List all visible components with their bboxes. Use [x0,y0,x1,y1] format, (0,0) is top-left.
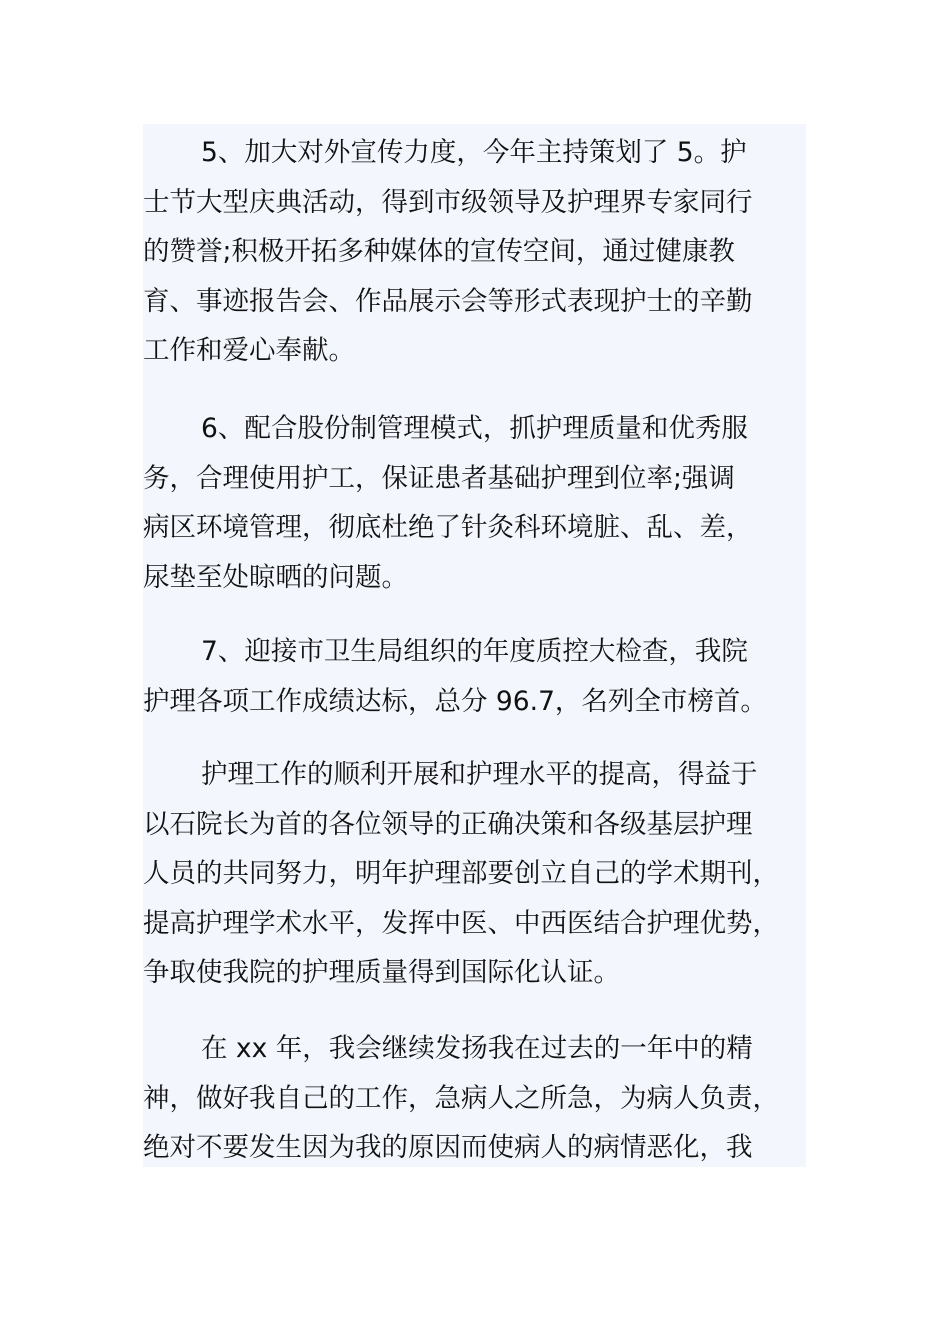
text-line: 提高护理学术水平，发挥中医、中西医结合护理优势， [143,907,779,939]
text-line: 护理各项工作成绩达标，总分 96.7，名列全市榜首。 [143,685,767,717]
text-line: 以石院长为首的各位领导的正确决策和各级基层护理 [143,808,753,840]
text-line: 尿垫至处晾晒的问题。 [143,561,408,593]
text-line: 务，合理使用护工，保证患者基础护理到位率;强调 [143,462,735,494]
text-line: 士节大型庆典活动，得到市级领导及护理界专家同行 [143,186,753,218]
paragraph-publicity [143,128,806,376]
text-line: 争取使我院的护理质量得到国际化认证。 [143,957,620,988]
text-line: 在 xx 年，我会继续发扬我在过去的一年中的精 [201,1033,753,1064]
text-line: 的赞誉;积极开拓多种媒体的宣传空间，通过健康教 [143,236,735,267]
text-line: 6、配合股份制管理模式，抓护理质量和优秀服 [201,413,748,444]
text-line: 绝对不要发生因为我的原因而使病人的病情恶化，我 [143,1132,753,1163]
text-line: 神，做好我自己的工作，急病人之所急，为病人负责， [143,1082,779,1114]
text-line: 工作和爱心奉献。 [143,335,355,366]
paragraph-next-year [143,1024,806,1173]
text-line: 病区环境管理，彻底杜绝了针灸科环境脏、乱、差， [143,512,753,543]
text-line: 人员的共同努力，明年护理部要创立自己的学术期刊， [143,858,779,889]
paragraph-summary [143,750,806,998]
paragraph-inspection [143,627,806,726]
text-line: 7、迎接市卫生局组织的年度质控大检查，我院 [201,636,748,667]
text-line: 育、事迹报告会、作品展示会等形式表现护士的辛勤 [143,285,753,317]
paragraph-management [143,404,806,602]
text-line: 5、加大对外宣传力度，今年主持策划了 5。护 [201,137,747,168]
highlighted-text-block [143,124,806,1167]
text-line: 护理工作的顺利开展和护理水平的提高，得益于 [201,759,758,790]
